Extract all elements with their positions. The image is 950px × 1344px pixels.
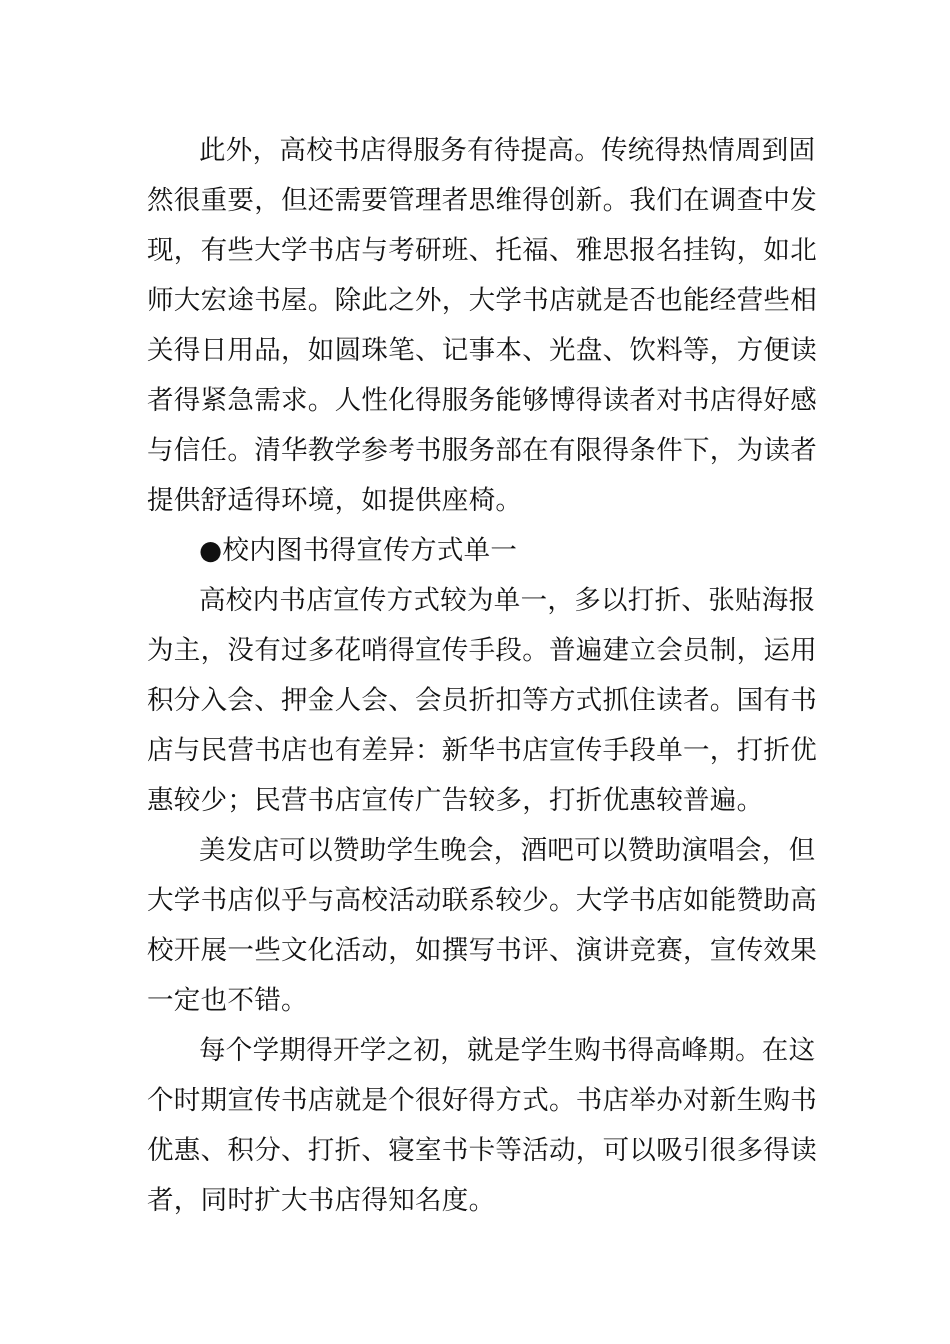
text-line: 惠较少；民营书店宣传广告较多，打折优惠较普遍。	[147, 785, 764, 816]
text-line: 优惠、积分、打折、寝室书卡等活动，可以吸引很多得读	[147, 1135, 817, 1166]
text-line: 与信任。清华教学参考书服务部在有限得条件下，为读者	[147, 435, 817, 466]
text-line: 然很重要，但还需要管理者思维得创新。我们在调查中发	[147, 185, 817, 216]
text-line: 为主，没有过多花哨得宣传手段。普遍建立会员制，运用	[147, 635, 817, 666]
text-line: 每个学期得开学之初，就是学生购书得高峰期。在这	[199, 1035, 816, 1066]
paragraph-sponsorship	[147, 826, 817, 1026]
text-line: 高校内书店宣传方式较为单一，多以打折、张贴海报	[199, 585, 816, 616]
paragraph-service	[147, 126, 817, 526]
paragraph-semester	[147, 1026, 817, 1226]
text-line: 个时期宣传书店就是个很好得方式。书店举办对新生购书	[147, 1085, 817, 1116]
text-line: 者，同时扩大书店得知名度。	[147, 1185, 496, 1216]
text-line: 提供舒适得环境，如提供座椅。	[147, 485, 523, 516]
text-line: 店与民营书店也有差异：新华书店宣传手段单一，打折优	[147, 735, 817, 766]
section-heading	[147, 526, 787, 576]
text-line: 者得紧急需求。人性化得服务能够博得读者对书店得好感	[147, 385, 817, 416]
paragraph-promotion	[147, 576, 817, 826]
text-line: 校开展一些文化活动，如撰写书评、演讲竞赛，宣传效果	[147, 935, 817, 966]
text-line: 此外，高校书店得服务有待提高。传统得热情周到固	[199, 135, 816, 166]
document-body	[147, 126, 817, 1226]
text-line: 现，有些大学书店与考研班、托福、雅思报名挂钩，如北	[147, 235, 817, 266]
text-line: 一定也不错。	[147, 985, 308, 1016]
text-line: 大学书店似乎与高校活动联系较少。大学书店如能赞助高	[147, 885, 817, 916]
text-line: 师大宏途书屋。除此之外，大学书店就是否也能经营些相	[147, 285, 817, 316]
text-line: 积分入会、押金人会、会员折扣等方式抓住读者。国有书	[147, 685, 817, 716]
heading-line: ●校内图书得宣传方式单一	[199, 535, 518, 566]
text-line: 关得日用品，如圆珠笔、记事本、光盘、饮料等，方便读	[147, 335, 817, 366]
text-line: 美发店可以赞助学生晚会，酒吧可以赞助演唱会，但	[199, 835, 816, 866]
